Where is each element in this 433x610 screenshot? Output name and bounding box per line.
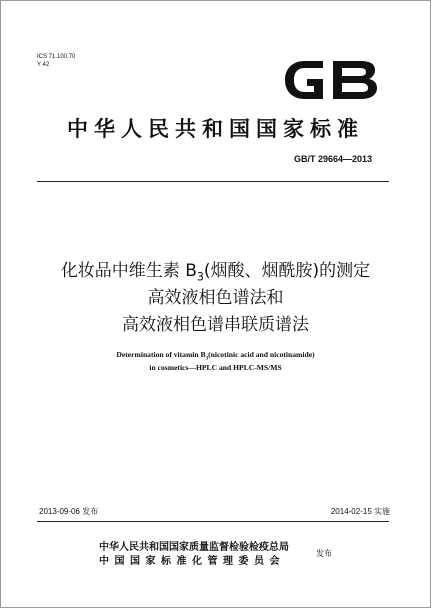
classification-codes [37, 53, 75, 69]
standard-number: GB/T 29664—2013 [293, 154, 372, 164]
issue-word: 发布 [316, 549, 332, 558]
chinese-title-line-2: 高效液相色谱法和 [147, 288, 284, 308]
publish-date: 2013-09-06 发布 [39, 507, 99, 516]
issuer-aqsiq: 中华人民共和国国家质量监督检验检疫总局 [99, 542, 289, 553]
implement-date: 2014-02-15 实施 [330, 507, 390, 516]
english-title-line-2: in cosmetics—HPLC and HPLC-MS/MS [149, 363, 282, 372]
top-divider [37, 181, 389, 182]
gb-logo [283, 59, 379, 101]
issuer-sac: 中国国家标准化管理委员会 [99, 556, 285, 567]
bottom-divider [37, 521, 389, 522]
english-title-line-1: Determination of vitamin $B_3(nicotinic$ acid and nicotinamide) [116, 350, 315, 362]
ics-code: ICS 71.100.70 [37, 54, 76, 60]
chinese-title-line-1: 化妆品中维生素 $B_3$(烟酸、烟酰胺)的测定 [60, 261, 371, 284]
standard-name: 中华人民共和国国家标准 [67, 116, 364, 141]
ccs-code: Y 42 [37, 62, 50, 68]
issuing-authorities [99, 541, 289, 569]
chinese-title-line-3: 高效液相色谱串联质谱法 [122, 315, 309, 335]
